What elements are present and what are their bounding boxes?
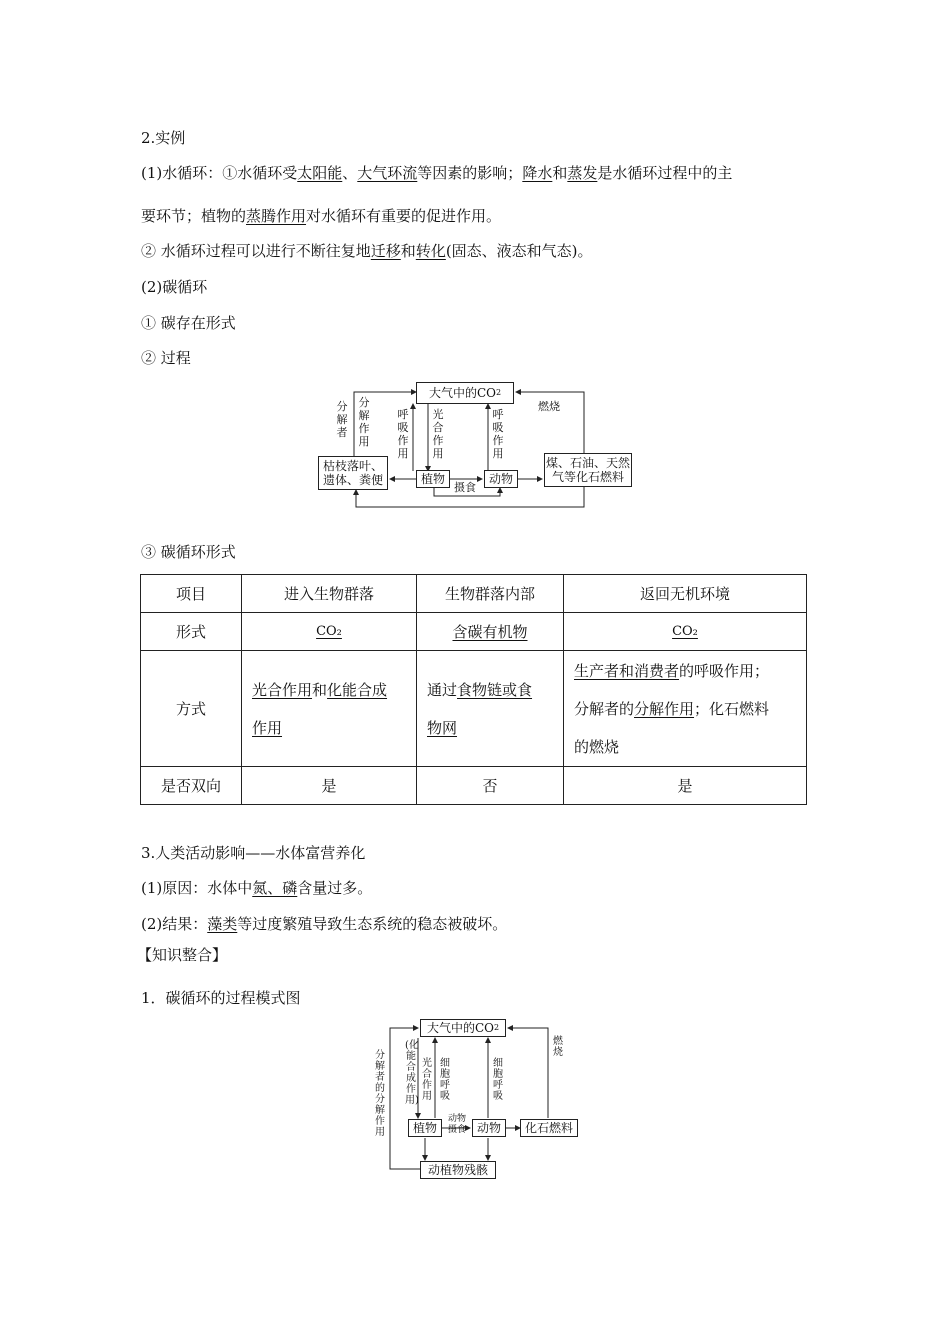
- table-cell: 形式: [141, 613, 242, 651]
- model-cell-respiration-label: 细胞呼吸: [440, 1058, 450, 1102]
- section-title: 2.实例: [141, 129, 186, 147]
- table-cell: 是: [242, 767, 417, 805]
- decomposer-label: 分解者: [336, 400, 348, 439]
- model-decompose-label: 分解者的分解作用: [375, 1050, 385, 1138]
- knowledge-title: 【知识整合】: [137, 946, 228, 964]
- table-cell: CO₂: [242, 613, 417, 651]
- burn-label: 燃烧: [538, 400, 560, 413]
- carbon-cycle-title: (2)碳循环: [141, 278, 208, 296]
- model-burn-label: 燃烧: [553, 1036, 563, 1058]
- carbon-process-heading: ② 过程: [141, 349, 191, 367]
- model-remains-box: 动植物残骸: [420, 1161, 496, 1179]
- model-atmosphere-co2-box: 大气中的CO 2: [420, 1019, 506, 1037]
- carbon-cycle-model-diagram: [370, 1018, 590, 1183]
- knowledge-item-1: 1．碳循环的过程模式图: [141, 989, 301, 1007]
- table-row: [141, 575, 807, 613]
- table-header: 生物群落内部: [417, 575, 564, 613]
- carbon-form-heading: ① 碳存在形式: [141, 314, 236, 332]
- table-cell: 光合作用和化能合成 作用: [242, 651, 417, 767]
- model-animal-box: 动物: [472, 1119, 506, 1137]
- carbon-cycle-diagram: [316, 378, 636, 513]
- model-chemosynthesis-label: (化能合成作用): [405, 1040, 419, 1106]
- model-cell-respiration-label-2: 细胞呼吸: [493, 1058, 503, 1102]
- plant-box: 植物: [416, 470, 450, 488]
- table-header: 返回无机环境: [564, 575, 807, 613]
- animal-box: 动物: [484, 470, 518, 488]
- water-cycle-line-3: ② 水循环过程可以进行不断往复地迁移和转化(固态、液态和气态)。: [141, 242, 593, 260]
- table-cell: 是: [564, 767, 807, 805]
- model-plant-box: 植物: [408, 1119, 442, 1137]
- table-row: [141, 767, 807, 805]
- table-cell: 是否双向: [141, 767, 242, 805]
- photosynthesis-label: 光合作用: [432, 408, 444, 460]
- decompose-action-label: 分解作用: [358, 396, 370, 448]
- table-cell: 方式: [141, 651, 242, 767]
- table-cell: 否: [417, 767, 564, 805]
- carbon-cycle-table: [140, 574, 807, 805]
- water-cycle-line-1: (1)水循环：①水循环受太阳能、大气环流等因素的影响；降水和蒸发是水循环过程中的主: [141, 164, 733, 182]
- model-animal-eat-label: 动物摄食: [447, 1114, 466, 1135]
- table-cell: 含碳有机物: [417, 613, 564, 651]
- eutrophication-result: (2)结果：藻类等过度繁殖导致生态系统的稳态被破坏。: [141, 915, 508, 933]
- plant-respiration-label: 呼吸作用: [397, 408, 409, 460]
- table-header: 项目: [141, 575, 242, 613]
- water-cycle-line-2: 要环节；植物的蒸腾作用对水循环有重要的促进作用。: [141, 207, 502, 225]
- eat-label: 摄食: [454, 481, 476, 494]
- eutrophication-title: 3.人类活动影响——水体富营养化: [141, 844, 366, 862]
- animal-respiration-label: 呼吸作用: [492, 408, 504, 460]
- litter-box: 枯枝落叶、遗体、粪便: [318, 456, 388, 490]
- table-row: [141, 651, 807, 767]
- eutrophication-cause: (1)原因：水体中氮、磷含量过多。: [141, 879, 373, 897]
- model-photosynthesis-label: 光合作用: [422, 1058, 432, 1102]
- table-row: [141, 613, 807, 651]
- table-cell: CO₂: [564, 613, 807, 651]
- fossil-fuel-box: 煤、石油、天然气等化石燃料: [544, 453, 632, 487]
- table-cell: 生产者和消费者的呼吸作用； 分解者的分解作用；化石燃料 的燃烧: [564, 651, 807, 767]
- atmosphere-co2-box: 大气中的CO 2: [416, 382, 514, 404]
- table-header: 进入生物群落: [242, 575, 417, 613]
- model-fossil-fuel-box: 化石燃料: [520, 1119, 578, 1137]
- table-cell: 通过食物链或食 物网: [417, 651, 564, 767]
- carbon-table-heading: ③ 碳循环形式: [141, 543, 236, 561]
